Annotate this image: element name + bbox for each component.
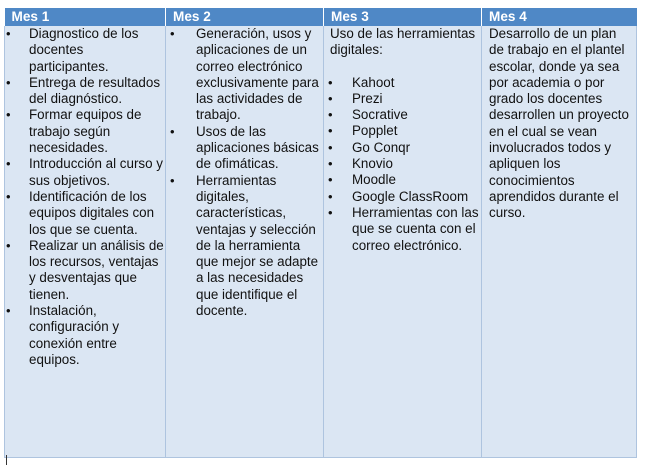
- mes-2-cell: [166, 26, 324, 458]
- mes-4-cell: [482, 26, 637, 458]
- bullet-icon: •: [6, 188, 11, 204]
- bullet-icon: •: [328, 172, 333, 188]
- mes-3-item: • Moodle: [328, 172, 396, 188]
- bullet-icon: •: [6, 303, 11, 319]
- mes-3-item: • Google ClassRoom: [328, 188, 469, 204]
- mes-1-item: • Instalación, configuración y conexión entre equipos.: [6, 303, 120, 367]
- bullet-icon: •: [170, 172, 175, 188]
- header-mes-4: Mes 4: [482, 8, 637, 26]
- mes-4-paragraph: Desarrollo de un plan de trabajo en el plantel escolar, donde ya sea por academia o por grado los docentes desarrollen un proyecto en el cual se vean involucrados todos y apliquen los conocimientos aprendidos durante el curso.: [489, 26, 629, 221]
- mes-2-item: • Generación, usos y aplicaciones de un correo electrónico exclusivamente para las actividades de trabajo.: [170, 26, 319, 123]
- mes-1-item: • Realizar un análisis de los recursos, ventajas y desventajas que tienen.: [6, 237, 164, 302]
- mes-1-item: • Diagnostico de los docentes participantes.: [6, 26, 139, 74]
- bullet-icon: •: [328, 123, 333, 139]
- mes-3-list: [324, 75, 481, 254]
- bullet-icon: •: [328, 188, 333, 204]
- content-row: [5, 26, 637, 458]
- mes-1-item: • Introducción al curso y sus objetivos.: [6, 156, 163, 188]
- monthly-plan-table: [4, 8, 637, 458]
- mes-2-item: • Usos de las aplicaciones básicas de ofimáticas.: [170, 123, 319, 172]
- bullet-icon: •: [6, 156, 11, 172]
- mes-1-list: [5, 26, 165, 368]
- mes-3-item: • Popplet: [328, 123, 398, 139]
- mes-3-cell: [324, 26, 482, 458]
- bullet-icon: •: [6, 74, 11, 90]
- bullet-icon: •: [6, 237, 11, 253]
- bullet-icon: •: [328, 139, 333, 155]
- mes-1-item: • Identificación de los equipos digitales con los que se cuenta.: [6, 188, 155, 237]
- mes-2-list: [166, 26, 323, 319]
- mes-2-item: • Herramientas digitales, características, ventajas y selección de la herramienta que mejor se adapte a las necesidades que identifique el docente.: [170, 172, 319, 319]
- mes-3-item: • Prezi: [328, 90, 383, 106]
- mes-3-item: • Kahoot: [328, 74, 395, 90]
- header-mes-1: Mes 1: [5, 8, 166, 26]
- mes-1-item: • Entrega de resultados del diagnóstico.: [6, 74, 161, 107]
- mes-3-intro: Uso de las herramientas digitales:: [330, 26, 476, 58]
- bullet-icon: •: [6, 26, 11, 41]
- bullet-icon: •: [170, 26, 175, 41]
- header-mes-3: Mes 3: [324, 8, 482, 26]
- bullet-icon: •: [328, 90, 333, 106]
- mes-3-item: • Knovio: [328, 156, 393, 172]
- mes-1-item: • Formar equipos de trabajo según necesidades.: [6, 107, 142, 156]
- mes-3-item: • Socrative: [328, 107, 408, 123]
- document-page: [4, 8, 637, 458]
- header-mes-2: Mes 2: [166, 8, 324, 26]
- mes-1-cell: [5, 26, 166, 458]
- bullet-icon: •: [6, 107, 11, 123]
- header-row: [5, 8, 637, 26]
- bullet-icon: •: [328, 156, 333, 172]
- bullet-icon: •: [328, 204, 333, 220]
- mes-3-item: • Go Conqr: [328, 139, 411, 155]
- bullet-icon: •: [170, 123, 175, 139]
- text-cursor: [6, 455, 7, 465]
- bullet-icon: •: [328, 107, 333, 123]
- mes-3-item: • Herramientas con las que se cuenta con el correo electrónico.: [328, 204, 479, 253]
- bullet-icon: •: [328, 74, 333, 90]
